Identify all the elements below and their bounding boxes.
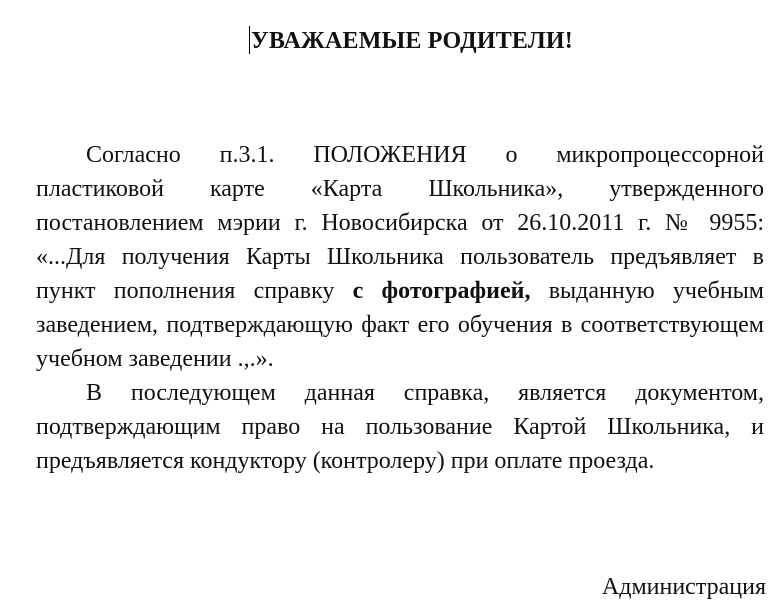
- text-cursor: [249, 26, 250, 54]
- paragraph-1-text-end: выданную учебным заведением, подтверждающую факт его обучения в соответствующем учебном заведении .,.».: [36, 278, 764, 372]
- signature: Администрация: [601, 574, 766, 600]
- paragraph-1-bold-text: с фотографией,: [352, 278, 531, 304]
- paragraph-1-text-start: Согласно п.3.1. ПОЛОЖЕНИЯ о микропроцессорной пластиковой карте «Карта Школьника», утвержденного постановлением мэрии г. Новосибирска от 26.10.2011 г. № 9955: «...Для получения Карты Школьника пользователь предъявляет в пункт пополнения справку: [36, 142, 764, 304]
- paragraph-2: В последующем данная справка, является документом, подтверждающим право на пользование Картой Школьника, и предъявляется кондуктору (контролеру) при оплате проезда.: [36, 380, 764, 474]
- paragraph-1: [36, 138, 764, 376]
- document-body: [36, 138, 764, 478]
- document-title: УВАЖАЕМЫЕ РОДИТЕЛИ!: [251, 28, 573, 54]
